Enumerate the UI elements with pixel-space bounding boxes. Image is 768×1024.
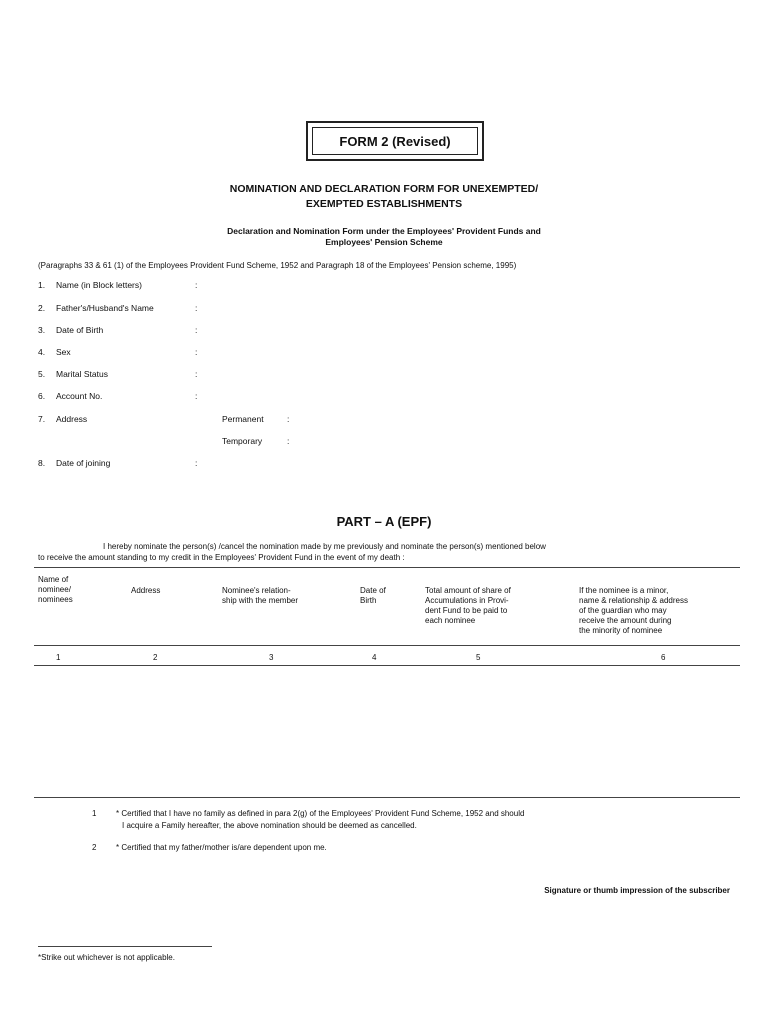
header-line: Name of [38, 575, 69, 584]
paragraphs-reference: (Paragraphs 33 & 61 (1) of the Employees Provident Fund Scheme, 1952 and Paragraph 18 of the Employees' Pension scheme, 1995) [38, 261, 517, 270]
table-number-rule [34, 665, 740, 666]
column-number: 1 [56, 653, 61, 662]
header-address [131, 586, 160, 596]
field-number: 4. [38, 347, 46, 357]
header-line: nominee/ [38, 585, 71, 594]
header-line: nominees [38, 595, 73, 604]
header-line: the minority of nominee [579, 626, 663, 635]
field-label: Date of joining [56, 458, 111, 468]
header-line: Accumulations in Provi- [425, 596, 509, 605]
field-colon: : [195, 347, 198, 357]
field-label: Marital Status [56, 369, 108, 379]
table-header-rule [34, 645, 740, 646]
column-number: 4 [372, 653, 377, 662]
column-number: 6 [661, 653, 666, 662]
nominate-line-1: I hereby nominate the person(s) /cancel the nomination made by me previously and nominate the person(s) mentioned below [103, 542, 546, 551]
field-colon: : [195, 280, 198, 290]
part-a-heading: PART – A (EPF) [336, 514, 432, 529]
nominate-line-2: to receive the amount standing to my credit in the Employees' Provident Fund in the event of my death : [38, 553, 405, 562]
footnote-rule [38, 946, 212, 947]
field-colon: : [195, 303, 198, 313]
heading-line-2: EXEMPTED ESTABLISHMENTS [305, 198, 463, 210]
certificate-1-line-1: * Certified that I have no family as defined in para 2(g) of the Employees' Provident Fund Scheme, 1952 and should [116, 809, 525, 818]
column-number: 5 [476, 653, 481, 662]
header-line: Total amount of share of [425, 586, 511, 595]
header-date-of-birth [360, 586, 386, 606]
field-number: 3. [38, 325, 46, 335]
field-number: 5. [38, 369, 46, 379]
address-temporary-label: Temporary [222, 436, 263, 446]
signature-label: Signature or thumb impression of the subscriber [544, 886, 730, 895]
header-total-amount [425, 586, 511, 626]
header-line: of the guardian who may [579, 606, 667, 615]
field-number: 8. [38, 458, 46, 468]
column-number: 3 [269, 653, 274, 662]
header-line: each nominee [425, 616, 476, 625]
certificate-number: 1 [92, 809, 97, 818]
header-line: dent Fund to be paid to [425, 606, 508, 615]
subheading-line-1: Declaration and Nomination Form under the Employees' Provident Funds and [227, 226, 541, 236]
certificate-2-line-1: * Certified that my father/mother is/are dependent upon me. [116, 843, 327, 852]
header-guardian [579, 586, 688, 636]
field-colon: : [195, 458, 198, 468]
certificate-1-line-2: I acquire a Family hereafter, the above nomination should be deemed as cancelled. [122, 821, 417, 830]
header-line: receive the amount during [579, 616, 672, 625]
field-number: 2. [38, 303, 46, 313]
field-number: 1. [38, 280, 46, 290]
form-title-box [306, 121, 484, 161]
heading-line-1: NOMINATION AND DECLARATION FORM FOR UNEXEMPTED/ [229, 183, 539, 195]
header-line: ship with the member [222, 596, 299, 605]
field-number: 6. [38, 391, 46, 401]
header-line: Date of [360, 586, 386, 595]
header-line: Birth [360, 596, 377, 605]
address-permanent-label: Permanent [222, 414, 264, 424]
field-label: Father's/Husband's Name [56, 303, 154, 313]
header-relationship [222, 586, 298, 606]
header-line: Address [131, 586, 161, 595]
header-line: Nominee's relation- [222, 586, 291, 595]
certificate-number: 2 [92, 843, 97, 852]
field-label: Name (in Block letters) [56, 280, 142, 290]
address-temporary-colon: : [287, 436, 290, 446]
column-number: 2 [153, 653, 158, 662]
table-bottom-rule [34, 797, 740, 798]
footnote: *Strike out whichever is not applicable. [38, 953, 175, 962]
field-label: Date of Birth [56, 325, 104, 335]
address-permanent-colon: : [287, 414, 290, 424]
field-colon: : [195, 325, 198, 335]
form-title: FORM 2 (Revised) [312, 127, 478, 155]
field-number: 7. [38, 414, 46, 424]
header-line: If the nominee is a minor, [579, 586, 669, 595]
table-top-rule [34, 567, 740, 568]
field-label: Address [56, 414, 88, 424]
header-name-of-nominee [38, 575, 73, 605]
subheading-line-2: Employees' Pension Scheme [325, 237, 443, 247]
field-colon: : [195, 369, 198, 379]
header-line: name & relationship & address [579, 596, 688, 605]
field-label: Sex [56, 347, 71, 357]
field-colon: : [195, 391, 198, 401]
field-label: Account No. [56, 391, 103, 401]
